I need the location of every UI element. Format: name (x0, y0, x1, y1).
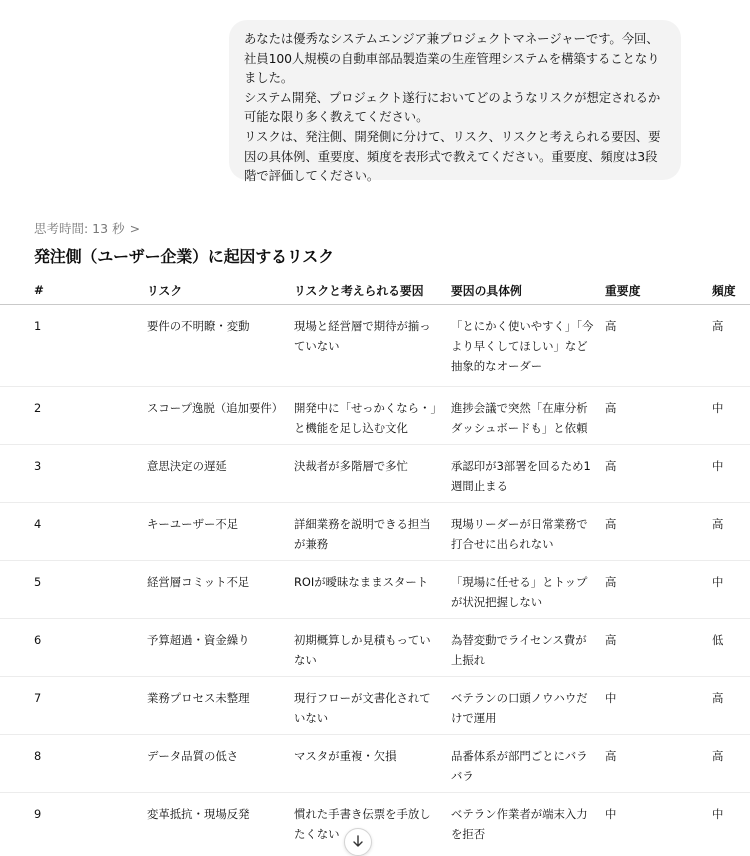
cell-severity: 中 (605, 677, 712, 735)
table-row (0, 445, 750, 503)
table-row (0, 619, 750, 677)
section-title: 発注側（ユーザー企業）に起因するリスク (34, 247, 334, 266)
cell-severity: 高 (605, 387, 712, 445)
cell-number: 8 (0, 735, 147, 793)
cell-frequency: 高 (712, 503, 750, 561)
cell-severity: 高 (605, 735, 712, 793)
cell-frequency: 中 (712, 561, 750, 619)
cell-risk: データ品質の低さ (147, 735, 294, 793)
cell-example: 「とにかく使いやすく」「今より早くしてほしい」など抽象的なオーダー (451, 305, 605, 387)
cell-example: 承認印が3部署を回るため1週間止まる (451, 445, 605, 503)
header-example: 要因の具体例 (451, 276, 605, 305)
cell-number: 2 (0, 387, 147, 445)
cell-severity: 高 (605, 503, 712, 561)
cell-number: 4 (0, 503, 147, 561)
header-frequency: 頻度 (712, 276, 750, 305)
cell-example: 進捗会議で突然「在庫分析ダッシュボードも」と依頼 (451, 387, 605, 445)
cell-frequency: 中 (712, 807, 724, 821)
cell-number: 9 (34, 807, 42, 821)
cell-risk: 経営層コミット不足 (147, 561, 294, 619)
cell-number: 6 (0, 619, 147, 677)
table-row (0, 677, 750, 735)
table-row (0, 305, 750, 387)
cell-risk: 予算超過・資金繰り (147, 619, 294, 677)
cell-example: 為替変動でライセンス費が上振れ (451, 619, 605, 677)
cell-risk: 要件の不明瞭・変動 (147, 305, 294, 387)
table-header-row (0, 276, 750, 305)
table-row (0, 735, 750, 793)
cell-frequency: 高 (712, 677, 750, 735)
user-message-bubble: あなたは優秀なシステムエンジア兼プロジェクトマネージャーです。今回、社員100人規模の自動車部品製造業の生産管理システムを構築することなりました。 システム開発、プロジェクト遂行においてどのようなリスクが想定されるか可能な限り多く教えてください。 リスクは、発注側、開発側に分けて、リスク、リスクと考えられる要因、要因の具体例、重要度、頻度を表形式で教えてください。重要度、頻度は3段階で評価してください。 (229, 20, 681, 180)
cell-frequency: 中 (712, 445, 750, 503)
cell-frequency: 高 (712, 735, 750, 793)
cell-frequency: 中 (712, 387, 750, 445)
cell-number: 1 (0, 305, 147, 387)
cell-severity: 中 (605, 807, 617, 821)
table-row (0, 793, 750, 855)
cell-cause: 現場と経営層で期待が揃っていない (294, 305, 451, 387)
cell-cause: マスタが重複・欠損 (294, 735, 451, 793)
table-row (0, 503, 750, 561)
cell-number: 5 (0, 561, 147, 619)
thinking-toggle[interactable] (34, 219, 140, 237)
cell-example: 現場リーダーが日常業務で打合せに出られない (451, 503, 605, 561)
cell-risk: キーユーザー不足 (147, 503, 294, 561)
cell-cause: 決裁者が多階層で多忙 (294, 445, 451, 503)
header-cause: リスクと考えられる要因 (294, 276, 451, 305)
cell-severity: 高 (605, 561, 712, 619)
cell-risk: スコープ逸脱（追加要件） (147, 387, 294, 445)
header-number: # (0, 276, 147, 305)
cell-cause: 慣れた手書き伝票を手放したくない (294, 807, 431, 841)
cell-example: 品番体系が部門ごとにバラバラ (451, 735, 605, 793)
cell-severity: 高 (605, 619, 712, 677)
cell-severity: 高 (605, 445, 712, 503)
scroll-to-bottom-button[interactable] (344, 828, 372, 856)
arrow-down-icon (351, 834, 365, 848)
cell-risk: 意思決定の遅延 (147, 445, 294, 503)
header-risk: リスク (147, 276, 294, 305)
table-row (0, 387, 750, 445)
table-row (0, 561, 750, 619)
cell-frequency: 高 (712, 305, 750, 387)
cell-cause: 初期概算しか見積もっていない (294, 619, 451, 677)
cell-cause: 現行フローが文書化されていない (294, 677, 451, 735)
cell-risk: 業務プロセス未整理 (147, 677, 294, 735)
cell-severity: 高 (605, 305, 712, 387)
cell-example: ベテラン作業者が端末入力を拒否 (451, 807, 588, 841)
cell-risk: 変革抵抗・現場反発 (147, 807, 250, 821)
cell-example: 「現場に任せる」とトップが状況把握しない (451, 561, 605, 619)
cell-cause: 詳細業務を説明できる担当が兼務 (294, 503, 451, 561)
chevron-right-icon: > (129, 221, 141, 236)
cell-number: 7 (0, 677, 147, 735)
thinking-label: 思考時間: 13 秒 (34, 221, 125, 236)
cell-number: 3 (0, 445, 147, 503)
header-severity: 重要度 (605, 276, 712, 305)
risk-table (0, 276, 750, 854)
cell-example: ベテランの口頭ノウハウだけで運用 (451, 677, 605, 735)
cell-cause: 開発中に「せっかくなら・」と機能を足し込む文化 (294, 387, 451, 445)
cell-cause: ROIが曖昧なままスタート (294, 561, 451, 619)
cell-frequency: 低 (712, 619, 750, 677)
